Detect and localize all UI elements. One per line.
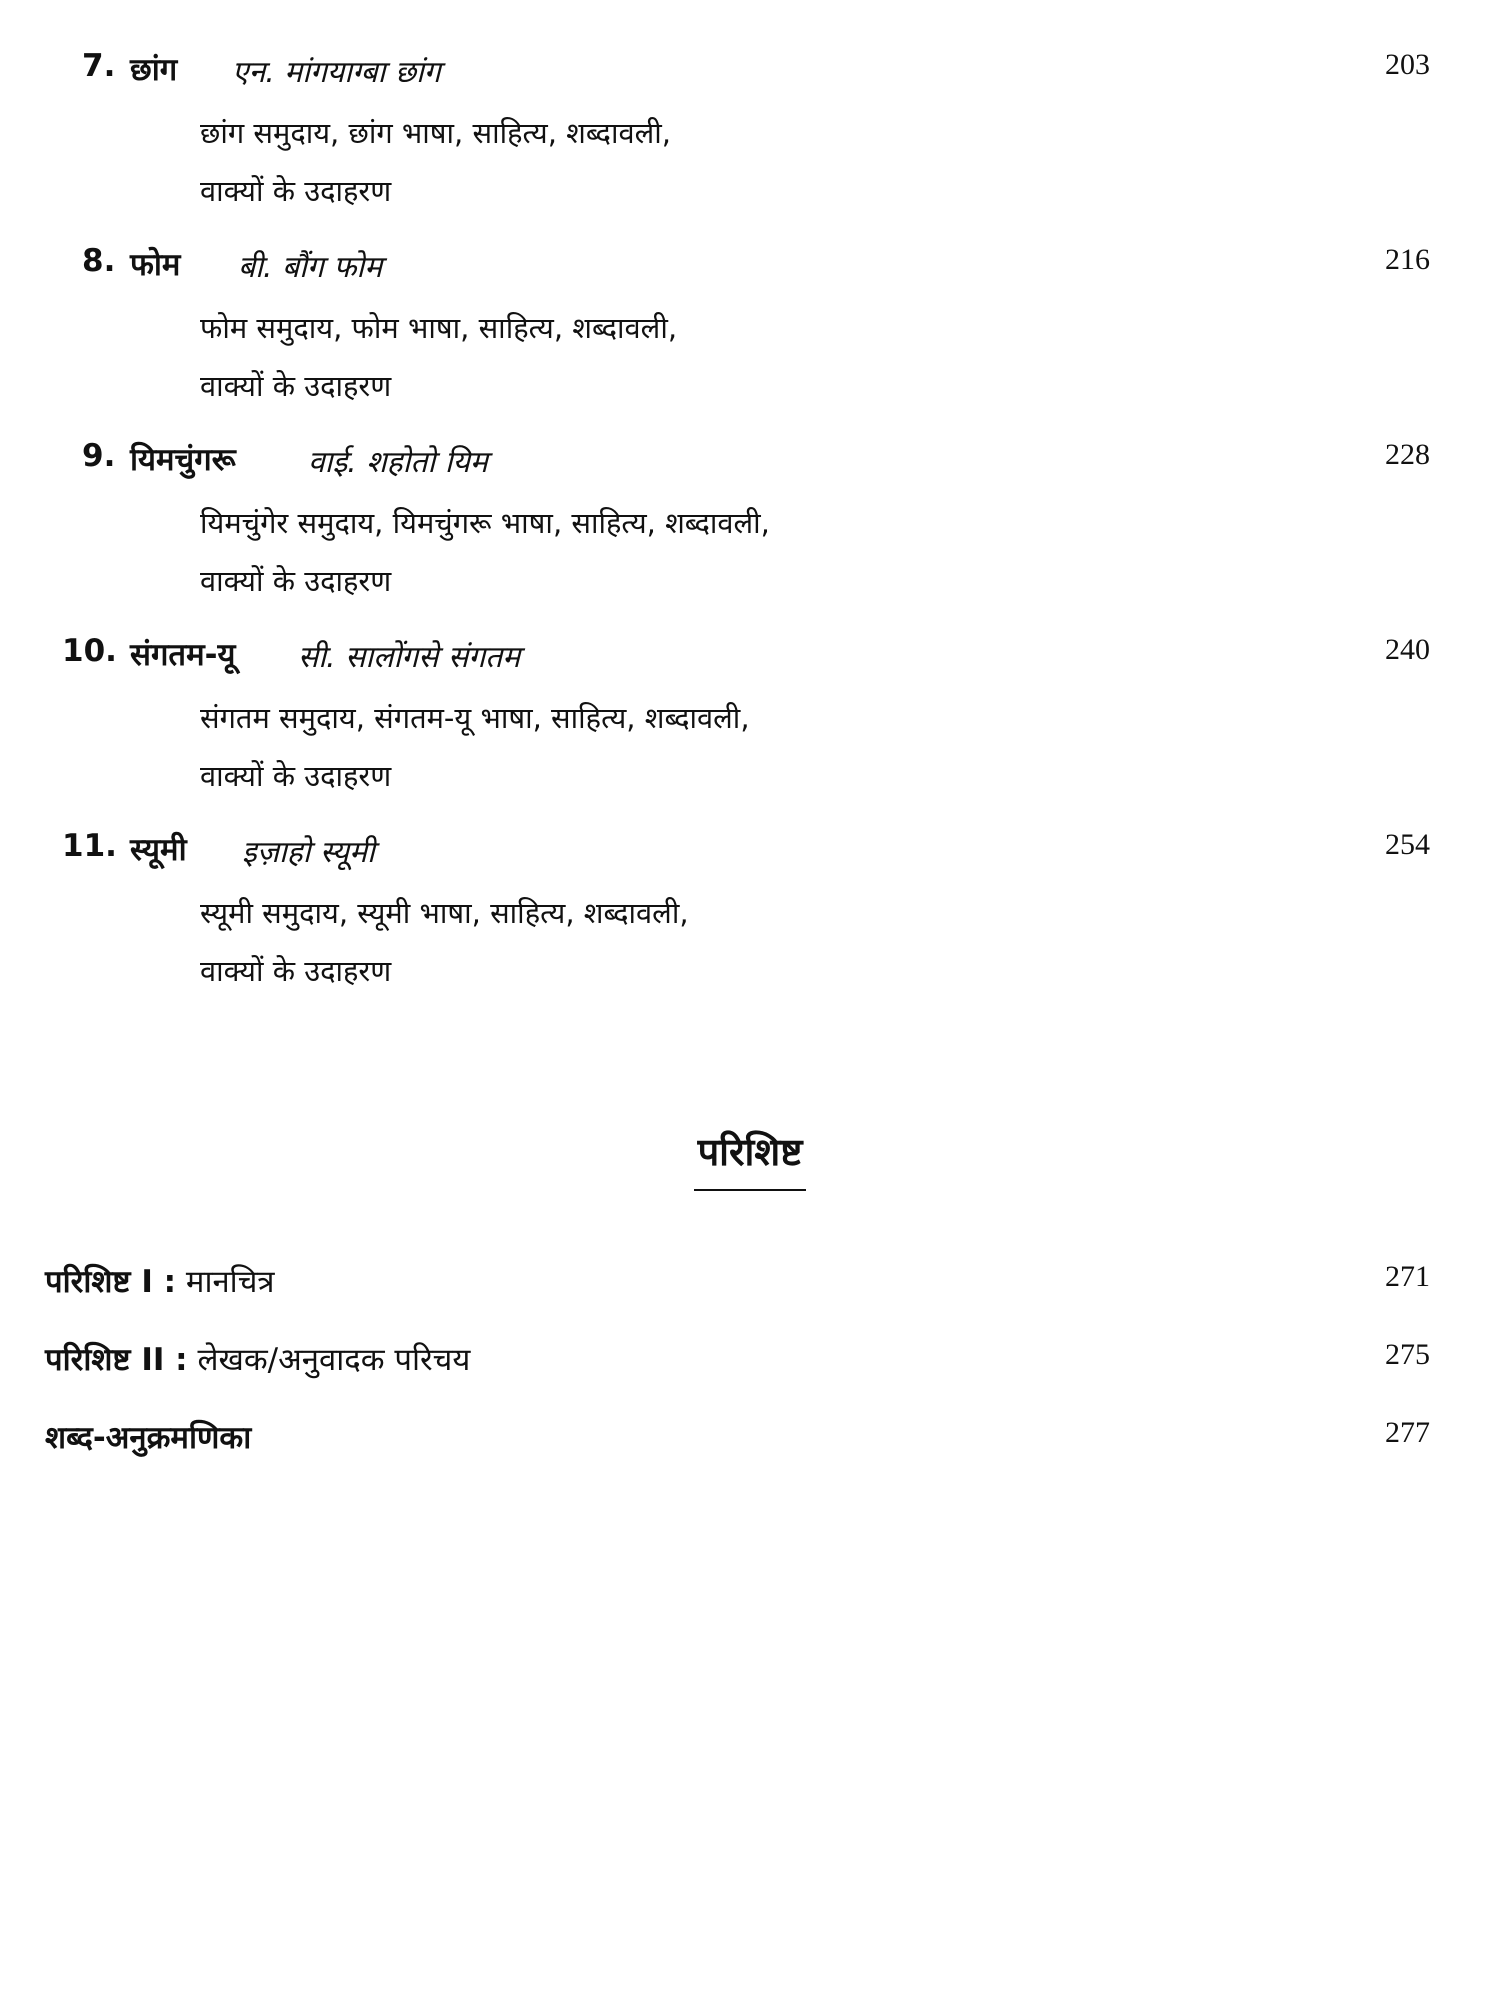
description-line: स्यूमी समुदाय, स्यूमी भाषा, साहित्य, शब्दावली, [200,896,689,930]
appendix-label-row [45,1338,470,1380]
appendix-title: लेखक/अनुवादक परिचय [197,1342,471,1378]
chapter-author: एन. मांगयाग्बा छांग [232,55,441,90]
appendix-label-row [45,1416,251,1458]
chapter-number: 8. [82,243,116,279]
chapter-author: सी. सालोंगसे संगतम [298,640,521,675]
toc-entry-heading [0,48,1500,104]
appendix-label: परिशिष्ट II : [45,1342,188,1378]
description-line: वाक्यों के उदाहरण [200,174,392,208]
appendix-label: परिशिष्ट I : [45,1264,177,1300]
page-number: 203 [1385,48,1430,81]
chapter-description [200,299,677,415]
appendix-entry [45,1260,1430,1310]
toc-entry [0,48,1500,208]
chapter-title: यिमचुंगरू [130,442,236,478]
appendix-heading [0,1125,1500,1191]
chapter-description [200,494,770,610]
appendix-title: मानचित्र [185,1264,275,1300]
chapter-title: छांग [130,52,178,88]
description-line: यिमचुंगेर समुदाय, यिमचुंगरू भाषा, साहित्य, शब्दावली, [200,506,770,540]
chapter-number: 9. [82,438,116,474]
appendix-label-row [45,1260,275,1302]
chapter-author: इज़ाहो स्यूमी [242,835,375,870]
toc-entry [0,438,1500,598]
appendix-label: शब्द-अनुक्रमणिका [45,1420,252,1456]
toc-entry [0,633,1500,793]
description-line: वाक्यों के उदाहरण [200,369,392,403]
chapter-title: स्यूमी [130,832,187,868]
page-number: 216 [1385,243,1430,276]
toc-entry [0,243,1500,403]
page-number: 228 [1385,438,1430,471]
description-line: फोम समुदाय, फोम भाषा, साहित्य, शब्दावली, [200,311,678,345]
appendix-entry [45,1338,1430,1388]
toc-entry-heading [0,243,1500,299]
description-line: वाक्यों के उदाहरण [200,564,392,598]
chapter-description [200,689,750,805]
appendix-heading-text: परिशिष्ट [694,1125,807,1191]
description-line: संगतम समुदाय, संगतम-यू भाषा, साहित्य, शब्दावली, [200,701,750,735]
toc-entry [0,828,1500,988]
chapter-title: संगतम-यू [130,637,236,673]
chapter-author: वाई. शहोतो यिम [308,445,488,480]
chapter-number: 10. [62,633,117,669]
description-line: वाक्यों के उदाहरण [200,759,392,793]
chapter-description [200,884,689,1000]
description-line: वाक्यों के उदाहरण [200,954,392,988]
chapter-number: 7. [82,48,116,84]
page-number: 254 [1385,828,1430,861]
page-number: 240 [1385,633,1430,666]
page-number: 271 [1385,1260,1430,1293]
toc-entry-heading [0,633,1500,689]
page-number: 275 [1385,1338,1430,1371]
description-line: छांग समुदाय, छांग भाषा, साहित्य, शब्दावली, [200,116,671,150]
chapter-description [200,104,671,220]
chapter-title: फोम [130,247,181,283]
appendix-entry [45,1416,1430,1466]
page-number: 277 [1385,1416,1430,1449]
chapter-author: बी. बौंग फोम [238,250,383,285]
toc-entry-heading [0,438,1500,494]
chapter-number: 11. [62,828,117,864]
toc-entry-heading [0,828,1500,884]
